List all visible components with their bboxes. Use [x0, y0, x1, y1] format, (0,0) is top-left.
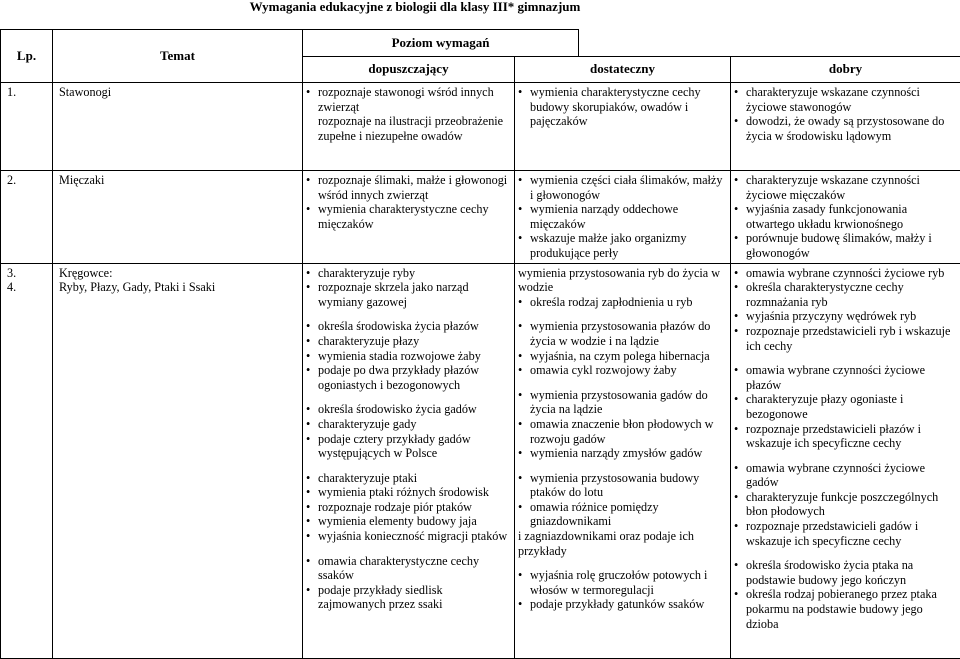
header-lp: Lp.: [1, 30, 53, 83]
list-item: • charakteryzuje ptaki: [306, 471, 511, 486]
list-item: • wyjaśnia konieczność migracji ptaków: [306, 529, 511, 544]
list-item: • wyjaśnia zasady funkcjonowania otwartego układu krwionośnego: [734, 202, 957, 231]
list-item: • rozpoznaje przedstawicieli płazów i wskazuje ich specyficzne cechy: [734, 422, 957, 451]
list-item: • określa środowisko życia gadów: [306, 402, 511, 417]
list-item: • wymienia charakterystyczne cechy mięczaków: [306, 202, 511, 231]
list-item: • podaje po dwa przykłady płazów ogoniastych i bezogonowych: [306, 363, 511, 392]
row-lp-group: [1, 263, 53, 658]
header-poziom: Poziom wymagań: [303, 30, 579, 57]
list-item: • podaje przykłady siedlisk zajmowanych przez ssaki: [306, 583, 511, 612]
cell-dostateczny: [515, 83, 731, 171]
list-item: • określa środowisko życia ptaka na podstawie budowy jego kończyn: [734, 558, 957, 587]
list-item: i zagniazdownikami oraz podaje ich przykłady: [518, 529, 694, 558]
list-item: • charakteryzuje funkcje poszczególnych błon płodowych: [734, 490, 957, 519]
header-dopuszczajacy: dopuszczający: [303, 57, 515, 83]
row-subtopic: Ryby, Płazy, Gady, Ptaki i Ssaki: [59, 280, 216, 295]
table-row: [1, 263, 960, 658]
list-item: • wskazuje małże jako organizmy produkujące perły: [518, 231, 727, 260]
list-item: wymienia przystosowania ryb do życia w wodzie: [518, 265, 721, 295]
list-item: • wyjaśnia przyczyny wędrówek ryb: [734, 309, 957, 324]
list-item: • charakteryzuje płazy ogoniaste i bezogonowe: [734, 392, 957, 421]
cell-dostateczny: [515, 171, 731, 264]
list-item: • charakteryzuje gady: [306, 417, 511, 432]
list-item: • rozpoznaje stawonogi wśród innych zwierząt: [306, 85, 511, 114]
list-item: • omawia znaczenie błon płodowych w rozwoju gadów: [518, 417, 727, 446]
list-item: • rozpoznaje skrzela jako narząd wymiany gazowej: [306, 280, 511, 309]
cell-dopuszczajacy: [303, 83, 515, 171]
list-item: • określa rodzaj zapłodnienia u ryb: [518, 295, 727, 310]
cell-dobry: [731, 83, 960, 171]
row-topic: Kręgowce:: [59, 265, 113, 280]
list-item: rozpoznaje na ilustracji przeobrażenie zupełne i niezupełne owadów: [318, 114, 504, 143]
row-topic: Mięczaki: [53, 171, 303, 264]
row-lp: 1.: [1, 83, 53, 171]
list-item: • omawia charakterystyczne cechy ssaków: [306, 554, 511, 583]
row-topic-group: [53, 263, 303, 658]
list-item: • omawia różnice pomiędzy gniazdownikami: [518, 500, 727, 529]
list-item: • wymienia ptaki różnych środowisk: [306, 485, 511, 500]
list-item: • wymienia przystosowania budowy ptaków do lotu: [518, 471, 727, 500]
list-item: • rozpoznaje przedstawicieli gadów i wskazuje ich specyficzne cechy: [734, 519, 957, 548]
list-item: • charakteryzuje wskazane czynności życiowe mięczaków: [734, 173, 957, 202]
list-item: • wymienia części ciała ślimaków, małży i głowonogów: [518, 173, 727, 202]
table-row: [1, 171, 960, 264]
list-item: • rozpoznaje rodzaje piór ptaków: [306, 500, 511, 515]
list-item: • rozpoznaje przedstawicieli ryb i wskazuje ich cechy: [734, 324, 957, 353]
list-item: • wymienia narządy zmysłów gadów: [518, 446, 727, 461]
list-item: • wymienia przystosowania płazów do życia w wodzie i na lądzie: [518, 319, 727, 348]
list-item: • dowodzi, że owady są przystosowane do życia w środowisku lądowym: [734, 114, 957, 143]
row-lp: 4.: [7, 280, 17, 295]
list-item: • wyjaśnia rolę gruczołów potowych i włosów w termoregulacji: [518, 568, 727, 597]
list-item: • wymienia charakterystyczne cechy budowy skorupiaków, owadów i pajęczaków: [518, 85, 727, 129]
list-item: • wymienia elementy budowy jaja: [306, 514, 511, 529]
list-item: • rozpoznaje ślimaki, małże i głowonogi wśród innych zwierząt: [306, 173, 511, 202]
list-item: • wymienia stadia rozwojowe żaby: [306, 349, 511, 364]
list-item: • określa rodzaj pobieranego przez ptaka pokarmu na podstawie budowy jego dzioba: [734, 587, 957, 631]
list-item: • omawia wybrane czynności życiowe płazów: [734, 363, 957, 392]
list-item: • omawia wybrane czynności życiowe gadów: [734, 461, 957, 490]
header-dobry: dobry: [731, 57, 960, 83]
list-item: • porównuje budowę ślimaków, małży i głowonogów: [734, 231, 957, 260]
list-item: • charakteryzuje wskazane czynności życiowe stawonogów: [734, 85, 957, 114]
list-item: • omawia cykl rozwojowy żaby: [518, 363, 727, 378]
list-item: • charakteryzuje ryby: [306, 266, 511, 281]
cell-dopuszczajacy: [303, 171, 515, 264]
row-lp: 2.: [1, 171, 53, 264]
header-temat: Temat: [53, 30, 303, 83]
cell-dostateczny: [515, 263, 731, 658]
list-item: • określa środowiska życia płazów: [306, 319, 511, 334]
list-item: • wymienia narządy oddechowe mięczaków: [518, 202, 727, 231]
requirements-table: [0, 29, 960, 659]
header-dostateczny: dostateczny: [515, 57, 731, 83]
list-item: • wyjaśnia, na czym polega hibernacja: [518, 349, 727, 364]
row-topic: Stawonogi: [53, 83, 303, 171]
cell-dopuszczajacy: [303, 263, 515, 658]
cell-dobry: [731, 171, 960, 264]
list-item: • charakteryzuje płazy: [306, 334, 511, 349]
list-item: • podaje cztery przykłady gadów występujących w Polsce: [306, 432, 511, 461]
cell-dobry: [731, 263, 960, 658]
list-item: • wymienia przystosowania gadów do życia na lądzie: [518, 388, 727, 417]
list-item: • omawia wybrane czynności życiowe ryb: [734, 266, 957, 281]
table-row: [1, 83, 960, 171]
list-item: • podaje przykłady gatunków ssaków: [518, 597, 727, 612]
list-item: • określa charakterystyczne cechy rozmnażania ryb: [734, 280, 957, 309]
document-title: Wymagania edukacyjne z biologii dla klasy III* gimnazjum: [249, 0, 581, 14]
row-lp: 3.: [7, 265, 17, 280]
